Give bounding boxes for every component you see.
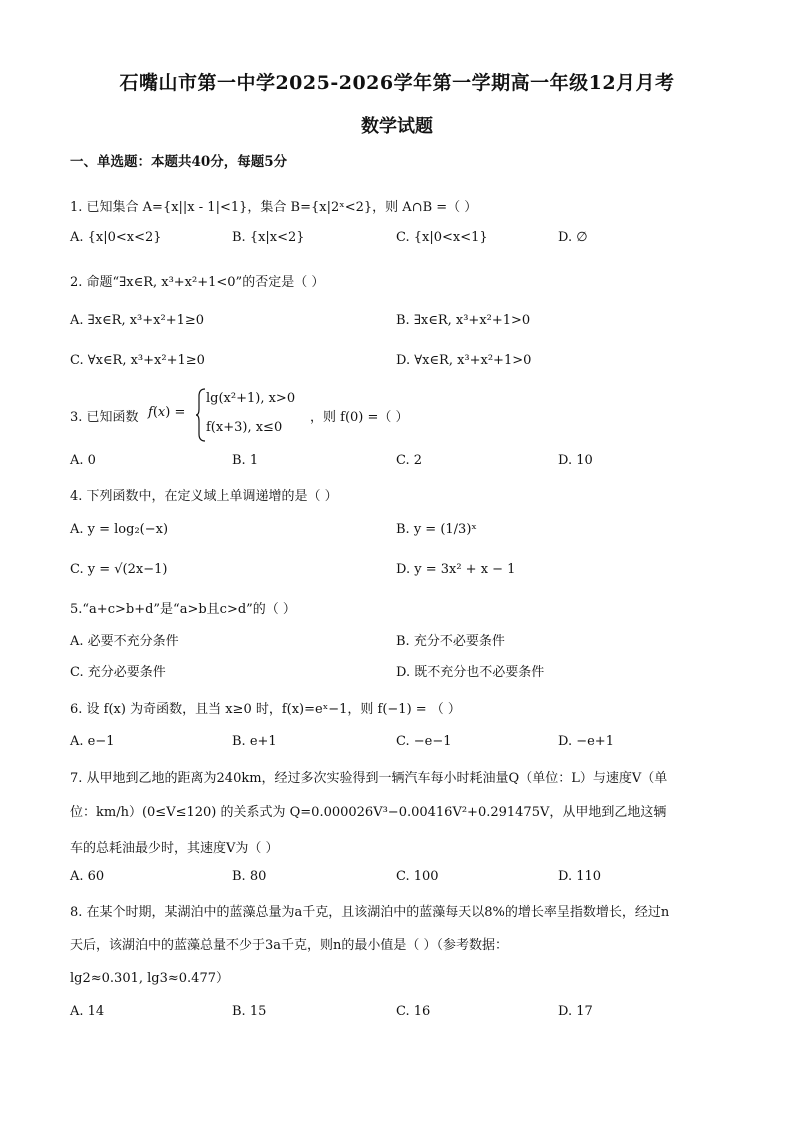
q5-option-a: A. 必要不充分条件 [70,634,179,649]
q5-option-d: D. 既不充分也不必要条件 [396,665,545,680]
q2-option-a: A. ∃x∈R, x³+x²+1≥0 [70,313,205,328]
question-8-stem-line-1: 8. 在某个时期，某湖泊中的蓝藻总量为a千克，且该湖泊中的蓝藻每天以8%的增长率呈指数增长，经过n [70,905,670,920]
question-4-stem: 4. 下列函数中，在定义域上单调递增的是（ ） [70,489,338,504]
q3-option-d: D. 10 [558,453,593,468]
q1-option-d: D. ∅ [558,230,588,245]
q6-option-d: D. −e+1 [558,734,614,749]
question-3-stem-pre: 3. 已知函数 [70,410,139,425]
question-3-stem-post: ，则 f(0) =（ ） [310,410,409,425]
q8-option-a: A. 14 [70,1004,105,1019]
question-7-stem-line-2: 位：km/h）(0≤V≤120) 的关系式为 Q=0.000026V³−0.00416V²+0.291475V，从甲地到乙地这辆 [70,805,667,820]
q7-option-d: D. 110 [558,869,602,884]
q8-option-b: B. 15 [232,1004,267,1019]
q3-option-c: C. 2 [396,453,423,468]
q6-option-c: C. −e−1 [396,734,452,749]
page-title: 石嘴山市第一中学2025-2026学年第一学期高一年级12月月考 [119,72,675,94]
q8-option-c: C. 16 [396,1004,431,1019]
q3-option-b: B. 1 [232,453,259,468]
question-8-stem-line-3: lg2≈0.301, lg3≈0.477） [70,971,229,986]
q4-option-c: C. y = √(2x−1) [70,562,168,577]
q3-option-a: A. 0 [70,453,96,468]
q2-option-d: D. ∀x∈R, x³+x²+1>0 [396,353,532,368]
question-2-stem: 2. 命题“∃x∈R, x³+x²+1<0”的否定是（ ） [70,275,325,290]
q4-option-a: A. y = log₂(−x) [70,522,169,537]
q8-option-d: D. 17 [558,1004,593,1019]
q6-option-a: A. e−1 [70,734,115,749]
question-3-fx: f(x) = [148,405,186,420]
q1-option-c: C. {x|0<x<1} [396,230,488,245]
question-1-stem: 1. 已知集合 A={x||x - 1|<1}，集合 B={x|2ˣ<2}，则 A∩B =（ ） [70,200,478,215]
page-subtitle: 数学试题 [361,116,433,137]
q6-option-b: B. e+1 [232,734,277,749]
q5-option-b: B. 充分不必要条件 [396,634,505,649]
q1-option-b: B. {x|x<2} [232,230,305,245]
question-5-stem: 5.“a+c>b+d”是“a>b且c>d”的（ ） [70,602,296,617]
section-heading: 一、单选题：本题共40分，每题5分 [70,154,288,170]
q7-option-a: A. 60 [70,869,105,884]
q2-option-c: C. ∀x∈R, x³+x²+1≥0 [70,353,205,368]
piecewise-bottom: f(x+3), x≤0 [206,420,283,435]
piecewise-brace [196,388,206,442]
question-6-stem: 6. 设 f(x) 为奇函数，且当 x≥0 时，f(x)=eˣ−1，则 f(−1) = （ ） [70,702,461,717]
q4-option-d: D. y = 3x² + x − 1 [396,562,516,577]
q2-option-b: B. ∃x∈R, x³+x²+1>0 [396,313,531,328]
piecewise-top: lg(x²+1), x>0 [206,391,296,406]
question-8-stem-line-2: 天后，该湖泊中的蓝藻总量不少于3a千克，则n的最小值是（ ）（参考数据： [70,938,509,953]
q7-option-c: C. 100 [396,869,439,884]
q5-option-c: C. 充分必要条件 [70,665,166,680]
q7-option-b: B. 80 [232,869,267,884]
q4-option-b: B. y = (1/3)ˣ [396,522,477,537]
question-7-stem-line-1: 7. 从甲地到乙地的距离为240km，经过多次实验得到一辆汽车每小时耗油量Q（单位：L）与速度V（单 [70,771,668,786]
question-7-stem-line-3: 车的总耗油最少时，其速度V为（ ） [70,841,279,856]
q1-option-a: A. {x|0<x<2} [70,230,162,245]
